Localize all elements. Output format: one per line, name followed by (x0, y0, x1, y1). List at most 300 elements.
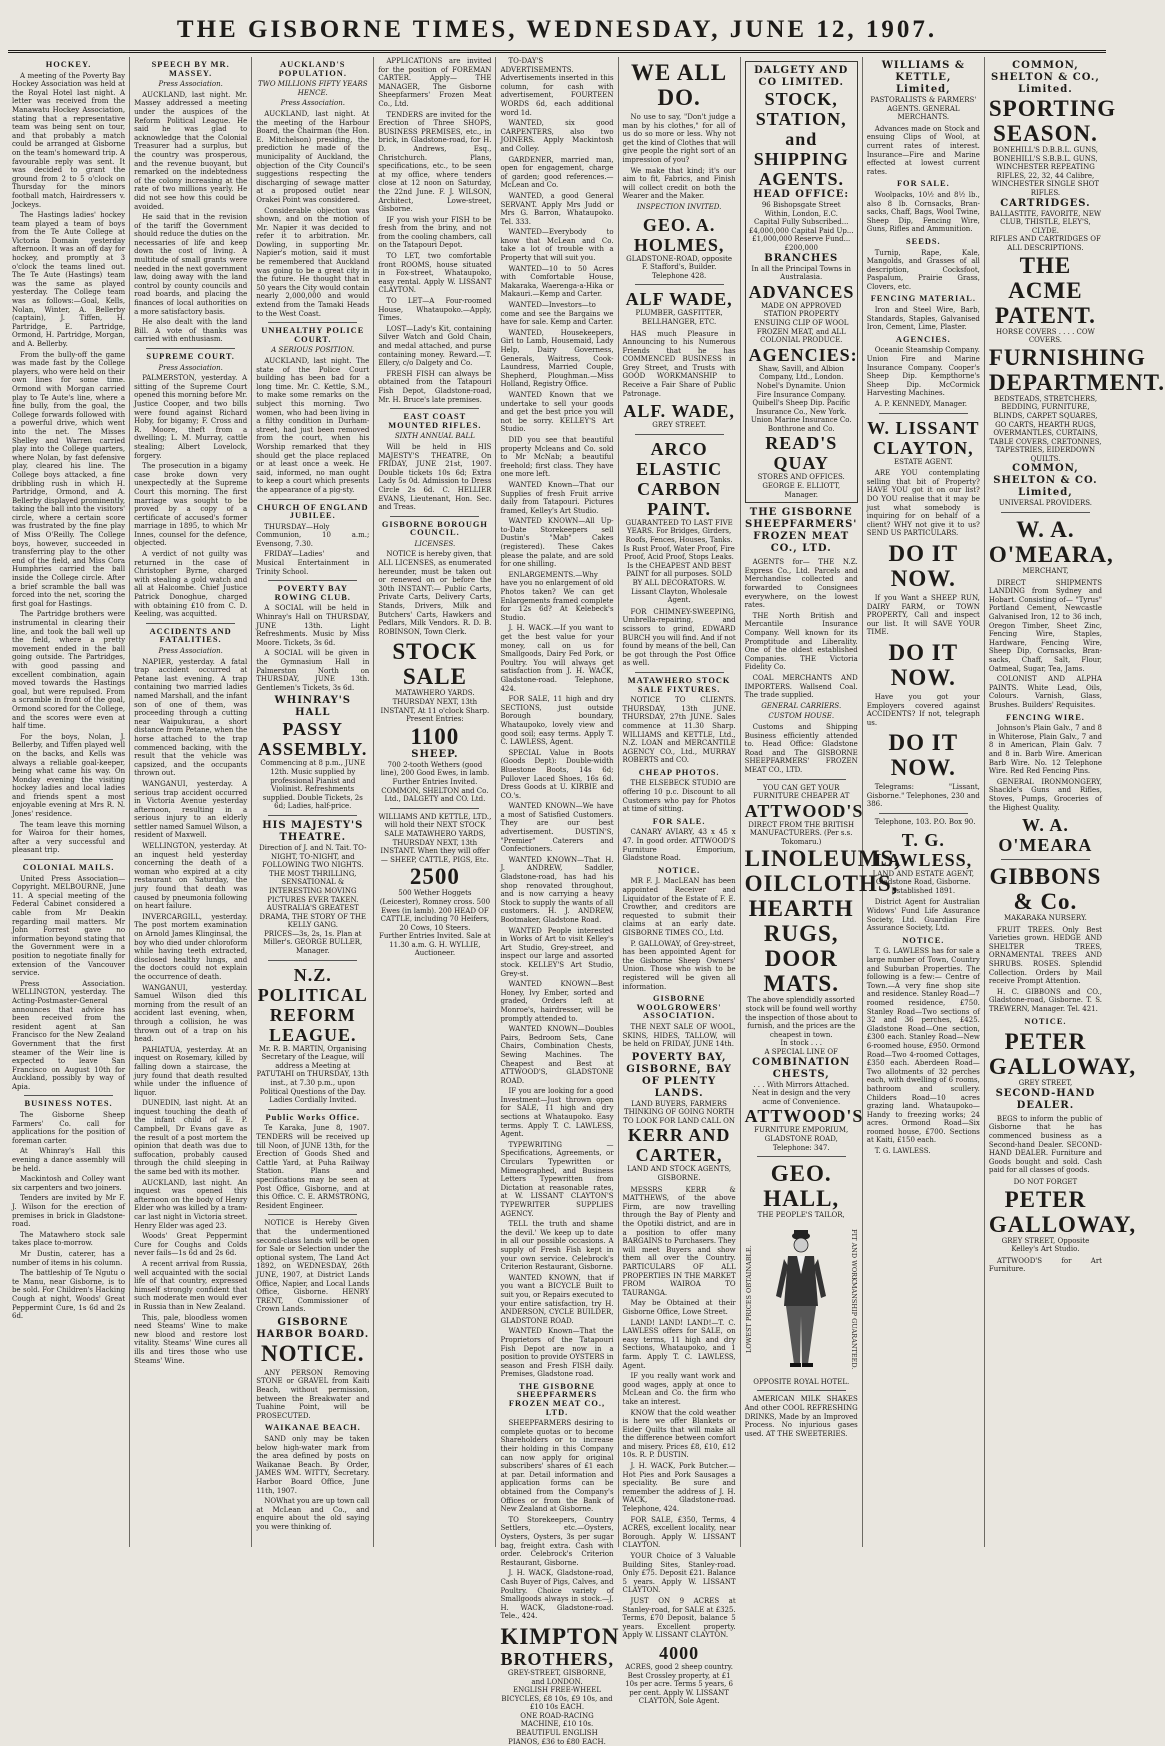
classified-ad: LOST—Lady's Kit, containing Silver Watch and Gold Chain, and medal attached, and purse containing money. Reward.—T. Ellery, c/o Dalgety and Co. (378, 324, 492, 368)
article-paragraph: WANGANUI, yesterday. Samuel Wilson died this morning from the result of an accident last evening, when, through a collision, he was thrown out of a trap on his head. (134, 983, 248, 1044)
ad-headline: GEO. A. HOLMES, (633, 214, 725, 255)
ad-body: ENGLISH FREE-WHEEL BICYCLES, £8 10s, £9 10s, and £10 10s EACH. (501, 1686, 613, 1712)
classified-ad: WANTED Known that we undertake to sell your goods and get the best price you will not be sorry. KELLEY'S Art Studio. (500, 390, 614, 434)
agencies-heading: AGENCIES. (895, 334, 951, 344)
classified-ad: J. H. WACK.—If you want to get the best value for your money, call on us for Smallgoods, Dairy Fed Pork, or Poultry. You will always get satisfaction from J. H. WACK, Gladstone-road. Telephone, 424. (500, 624, 614, 693)
article-paragraph: INVERCARGILL, yesterday. The post mortem examination on Arnold James Klinginsal, the boy who died under chloroform while having teeth extracted, disclosed healthy lungs, and the doctors could not explain the occurrence of death. (134, 912, 248, 981)
ad-subheading: CARTRIDGES. (1000, 197, 1091, 209)
for-sale-heading: FOR SALE. (896, 179, 950, 189)
divider (146, 623, 235, 624)
ad-headline: FURNISHING DEPARTMENT. (988, 344, 1165, 395)
seeds-heading: SEEDS. (906, 236, 941, 246)
classified-ad: JUST ON 9 ACRES at Stanley-road, for SALE at £325. Terms, £70 Deposit, balance 5 years. Excellent property. Apply W. LISSANT CLAYTON. (622, 1596, 736, 1640)
classified-ad: TO LET—A Four-roomed House, Whataupoko.—Apply, Times. (378, 297, 492, 323)
massey-heading: SPEECH BY MR. MASSEY. (151, 60, 230, 78)
notice-paragraph: NOTICE TO CLIENTS. THURSDAY, 13th JUNE. THURSDAY, 27th JUNE. Sales commence at 11.30 Sharp. WILLIAMS and KETTLE, Ltd., N.Z. LOAN and MERCANTILE AGENCY CO., Ltd., MURRAY ROBERTS and CO. (622, 696, 736, 765)
mounted-rifles-heading: EAST COAST MOUNTED RIFLES. (388, 412, 482, 430)
ad-body: LAND AND ESTATE AGENT, Gladstone Road, Gisborne. Established 1891. (872, 869, 974, 895)
fencing-heading: FENCING MATERIAL. (870, 294, 976, 304)
ad-body: Capital Fully Subscribed...£4,000,000 Capital Paid Up...£1,000,000 Reserve Fund...£200,000 (748, 218, 854, 252)
classified-ad: J. H. WACK, Gladstone-road, Cash Buyer of Pigs, Calves, and Poultry. Choice variety of Smallgoods always in stock.—J. H. WACK, Gladstone-road. Tele., 424. (500, 1569, 614, 1621)
divider (268, 580, 357, 581)
article-paragraph: A meeting of the Poverty Bay Hockey Association was held at the Royal Hotel last night. A letter was received from the Manawatu Hockey Association, stating that a representative team was being sent on tour, and that probably a match could be arranged at Gisborne on the team's homeward trip. A favourable reply was sent. It was decided to grant the ground from 2 to 5 o'clock on Thursday for the minors football match, Hairdressers v. Jockeys. (12, 71, 126, 209)
classified-ad: TYPEWRITING — Specifications, Agreements, or Circulars Typewritten or Mimeographed, and Business Letters Typewritten from Dictation at reasonable rates, at W. LISSANT CLAYTON'S TYPEWRITER SUPPLIES AGENCY. (500, 1140, 614, 1218)
kerr-carter-ad (623, 1052, 736, 1183)
divider (757, 779, 846, 780)
article-paragraph: Considerable objection was shown, and on the motion of Mr. Napier it was decided to refer it to arbitration. Mr. Dowling, in supporting Mr. Napier's motion, said it must be remembered that Auckland was going to be a great city in the future. He thought that in 50 years the City would contain nearly 2,000,000 and would extend from the Tamaki Heads to the West Coast. (256, 206, 370, 318)
divider (757, 1156, 846, 1157)
subheading: LICENSES. (414, 539, 456, 548)
auckland-population-heading: AUCKLAND'S POPULATION. (278, 60, 347, 78)
ad-headline: ATTWOOD'S (744, 1106, 864, 1127)
classified-ad: WANTED Known—That the Proprietors of the Tatapouri Fish Depot are now in a position to provide OYSTERS in season and Fresh FISH daily. Premises, Gladstone road. (500, 1327, 614, 1379)
ad-headline: DO IT NOW. (888, 540, 959, 591)
column-8 (863, 57, 985, 1547)
arco-paint-ad (623, 439, 736, 605)
ad-body: BALLASTITE, FAVORITE, NEW CLUB, THISTLE, ELEY'S, CLYDE. (989, 209, 1102, 235)
column-1 (8, 57, 130, 1547)
divider (268, 1214, 357, 1215)
ad-body: MATAWHERO YARDS. THURSDAY NEXT, 13th INSTANT, At 11 o'clock Sharp. Present Entries: (380, 689, 490, 724)
ad-paragraph: Johnson's Plain Galv., 7 and 8 in Whiterose, Plain Galv., 7 and 8 in American, Plain Galv. 7 and 8 in. Barb Wire. American Barb Wire. No. 12 Telephone Wire. Red Red Fencing Pins. (988, 724, 1102, 776)
ad-headline: AGENCIES: (748, 344, 858, 365)
article-paragraph: At Whinray's Hall this evening a dance assembly will be held. (12, 1147, 126, 1173)
alf-wade-ad (623, 289, 736, 326)
subheading: A SERIOUS POSITION. (271, 346, 355, 355)
article-paragraph: The prosecution in a bigamy case broke down very unexpectedly at the Supreme Court this morning. The first marriage was sought to be proved by a copy of a certificate of accused's former marriage in 1895, to which Mr Innes, counsel for the defence, objected. (134, 462, 248, 548)
article-paragraph: AUCKLAND, last night. The state of the Police Court building has been bad for a long time. Mr. C. Kettle, S.M., to make some remarks on the subject this morning. Two women, who had been living in a filthy condition in Durham-street, had just been removed from the court, when his Worship remarked that they should get the place replaced or at least once a week. He said, informed, no man ought to keep a court which presents the appearance of a pig-sty. (256, 357, 370, 494)
ad-paragraph: No use to say, "Don't judge a man by his clothes," for all of us do so more or less. Why not get the kind of Clothes that will give people the right sort of an impression of you? (622, 113, 736, 164)
column-6 (619, 57, 741, 1706)
divider (24, 1095, 113, 1096)
ad-headline: PETER GALLOWAY, (988, 1029, 1137, 1080)
ad-paragraph: HAS much Pleasure in Announcing to his Numerous Friends that he has COMMENCED BUSINESS in Grey Street, and Trusts with GOOD WORKMANSHIP to Receive a Fair Share of Public Patronage. (622, 329, 736, 398)
peter-galloway-signoff (988, 1177, 1137, 1254)
ad-body: A SPECIAL LINE OF (764, 1048, 838, 1057)
ad-body: WILLIAMS AND KETTLE, LTD., will hold their NEXT STOCK SALE MATAWHERO YARDS, THURSDAY NEXT, 13th INSTANT. When they will offer— SHEEP, CATTLE, PIGS, Etc. (378, 812, 492, 864)
classified-ad: ENLARGEMENTS.—Why have you no enlargement of old Photos taken? We can get Enlargements framed complete for 12s 6d? At Kelebeck's Studio. (500, 570, 614, 622)
ad-body: ONE ROAD-RACING MACHINE, £10 10s. (520, 1711, 594, 1729)
attwoods-ad (744, 783, 901, 1153)
hockey-heading: HOCKEY. (45, 60, 92, 69)
article-paragraph: The battleship of Te Ngutu o te Manu, near Gisborne, is to be sold. For Children's Hacking Cough at night, Woods' Great Peppermint Cure, 1s 6d and 2s 6d. (12, 1269, 126, 1321)
rowing-club-heading: POVERTY BAY ROWING CLUB. (274, 584, 351, 602)
ad-paragraph: DIRECT SHIPMENTS LANDING from Sydney and Hobart. Consisting of— "Tyrus" Portland Cement, Newcastle Galvanised Iron, 12 to 36 inch, Oregon Timber, Sheet Zinc, Fencing Wire, Staples, Hardware, Fencing Wire, Sheep Dip, Cornsacks, Bran-sacks, Chaff, Salt, Flour, Oatmeal, Sugar, Tea, Jams. (988, 578, 1102, 673)
ad-paragraph: BEGS to inform the public of Gisborne that he has commenced business as a Second-hand Dealer. SECOND-HAND DEALER. Furniture and Goods bought and sold. Cash paid for all classes of goods. (988, 1114, 1102, 1175)
ad-paragraph: ATTWOOD'S for Art Furniture. (988, 1256, 1102, 1274)
classified-ad: WANTED KNOWN—We have a most of Satisfied Customers. They are our best advertisement. DUSTIN'S, "Premier" Caterers and Confectioners. (500, 802, 614, 854)
ad-body: In stock . . . (780, 1039, 823, 1048)
ad-paragraph: AGENTS for— THE N.Z. Express Co., Ltd. Parcels and Merchandise collected and forwarded to Consignees everywhere, on the lowest rates. (744, 558, 858, 610)
notice-paragraph: MR F. J. MacLEAN has been appointed Receiver and Liquidator of the Estate of F. E. Crowther, and creditors are requested to submit their claims at an early date. GISBORNE TIMES CO., Ltd. (622, 877, 736, 937)
article-paragraph: The Gisborne Sheep Farmers' Co. call for applications for the position of foreman carter. (12, 1111, 126, 1145)
ad-headline: LINOLEUMS, OILCLOTHS, HEARTH RUGS, DOOR MATS. (744, 846, 901, 997)
ad-paragraph: May be Obtained at their Gisborne Office, Lowe Street. (622, 1299, 736, 1316)
divider (24, 859, 113, 860)
ad-headline: DO IT NOW. (888, 639, 959, 690)
frozen-meat-co-ad (745, 507, 858, 555)
ad-headline: GEO. HALL, (763, 1161, 840, 1212)
ad-number: 2500 (409, 864, 460, 890)
divider (757, 1390, 846, 1391)
ad-body: MERCHANT, (1022, 567, 1069, 576)
columns (8, 57, 1165, 1746)
article-paragraph: The Matawhero stock sale takes place to-morrow. (12, 1230, 126, 1248)
notice-paragraph: NOTICE is hereby given, that ALL LICENSES, as enumerated hereunder, must be taken out or renewed on or before the 30th INSTANT:— Public Carts, Private Carts, Delivery Carts, Stands, Drivers, Milk and Butchers' Carts, Hawkers and Pedlars, Milk Vendors. R. D. B. ROBINSON, Town Clerk. (378, 550, 492, 636)
ad-body: Further Entries Invited. Sale at 11.30 a.m. G. H. WYLLIE, Auctioneer. (379, 932, 491, 958)
ad-body: GLADSTONE-ROAD, opposite F. Stafford's, Builder. Telephone 428. (626, 254, 733, 280)
harbour-board-ad (256, 1317, 369, 1366)
borough-council-heading: GISBORNE BOROUGH COUNCIL. (381, 519, 488, 538)
ad-body: ESTATE AGENT. (894, 457, 953, 466)
column-5 (496, 57, 620, 1746)
ad-paragraph: If you Want a SHEEP RUN, DAIRY FARM, or TOWN PROPERTY, Call and inspect our list. It will SAVE YOUR TIME. (866, 593, 980, 637)
ad-heading: COMMON, SHELTON & CO., Limited. (991, 60, 1100, 95)
column-2 (130, 57, 252, 1547)
notice-paragraph: P. GALLOWAY, of Grey-street, has been appointed Agent for the Gisborne Sheep Owners' Union. Those who wish to be registered will be given all information. (622, 939, 736, 991)
divider (635, 434, 724, 435)
supreme-court-heading: SUPREME COURT. (146, 352, 235, 361)
classified-ad: GARDENER, married man, open for engagement, charge of garden; good references.—McLean and Co. (500, 155, 614, 190)
ad-heading: THE GISBORNE SHEEPFARMERS' FROZEN MEAT CO., LTD. (745, 507, 858, 555)
for-sale-heading: FOR SALE. (652, 816, 706, 826)
ad-body: GUARANTEED TO LAST FIVE YEARS. For Bridges, Girders, Roofs, Fences, Houses, Tanks. Is Rust Proof, Water Proof, Fire Proof, Acid Proof, Stops Leaks. Is the CHEAPEST AND BEST PAINT for all purposes. SOLD BY ALL DECORATORS. W. Lissant Clayton, Wholesale Agent. (623, 518, 735, 605)
ad-body: LAND AND STOCK AGENTS, GISBORNE. (627, 1165, 732, 1183)
divider (268, 960, 357, 961)
ad-paragraph: Iron and Steel Wire, Barb, Standards, Staples, Galvanised Iron, Cement, Lime, Plaster. (866, 306, 980, 332)
classified-ad: WANTED, six good CARPENTERS, also two JOINERS. Apply Mackintosh and Colley. (500, 119, 614, 153)
ad-headline: ATTWOOD'S (744, 800, 864, 821)
classified-ad: WANTED KNOWN—All Up-to-Date Storekeepers sell Dustin's "Mab" Cakes (registered). These Cakes please the palate, and are sold for one shilling. (500, 517, 614, 569)
ad-paragraph: AMERICAN MILK SHAKES And other COOL REFRESHING DRINKS, Made by an Improved Process. No injurious gases used. AT THE SWEETERIES. (744, 1395, 858, 1438)
notice-heading: NOTICE. (902, 935, 945, 945)
notice-paragraph: SAND only may be taken below high-water mark from the area defined by posts on Waikanae Beach. By Order, JAMES WM. WITTY, Secretary. Harbor Board Office, June 11th, 1907. (256, 1435, 370, 1495)
classified-ad: TENDERS are invited for the Erection of Three SHOPS, BUSINESS PREMISES, etc., in brick, in Gladstone-road, for H. D. Andrews, Esq., Christchurch. Plans, specifications, etc., to be seen at my office, where tenders close at 12 noon on Saturday, the 22nd June. F. J. WILSON, Architect, Lowe-street, Gisborne. (378, 110, 492, 214)
ad-paragraph: Turnip, Rape, Kale, Mangolds, and Grasses of all description, Cocksfoot, Paspalum, Prairie Grass, Clovers, etc. (866, 248, 980, 291)
williams-kettle-ad (867, 60, 980, 122)
ad-paragraph: Woolpacks, 10½ and 8½ lb., also 8 lb. Cornsacks, Bran-sacks, Chaff, Bags, Wool Twine, Sheep Dip, Fencing Wire, Guns, Rifles and Ammunition. (866, 190, 980, 234)
ad-body: GREY STREET. (652, 421, 706, 430)
cheap-photos-heading: CHEAP PHOTOS. (638, 767, 720, 777)
classified-ad: SHEEPFARMERS desiring to complete quotas or to become Shareholders or to increase their holding in this Company can now apply for original subscribers' shares of £1 each at par. Detail information and application forms can be obtained from the Company's Offices or from the Bank of New Zealand at Gisborne. (500, 1419, 614, 1514)
subheading: GENERAL CARRIERS. (761, 701, 842, 710)
divider (879, 813, 968, 814)
article-paragraph: AUCKLAND, last night. An inquest was opened this afternoon on the body of Henry Elder who was killed by a tram-car last night in Victoria street. Henry Elder was aged 23. (134, 1178, 248, 1230)
ad-paragraph: COAL MERCHANTS AND IMPORTERS. Wallsend Coal. The trade supplied. (744, 673, 858, 700)
ad-headline: W. A. O'MEARA (998, 815, 1093, 856)
notice-heading: NOTICE. (1024, 1016, 1067, 1026)
article-paragraph: For the boys, Nolan, J. Bellerby, and Tiffen played well on the backs, and Kells was always a reliable goal-keeper, being what came his way. On Monday evening the visiting hockey ladies and local ladies and friends spent a most enjoyable evening at Mrs R. N. Jones' residence. (12, 732, 126, 819)
article-paragraph: He also dealt with the land Bill. A vote of thanks was carried with enthusiasm. (134, 318, 248, 344)
notice-paragraph: THE NEXT SALE OF WOOL, SKINS, HIDES, TALLOW, will be held on FRIDAY, JUNE 14th. (622, 1022, 736, 1049)
ad-paragraph: H. C. GIBBONS and CO., Gladstone-road, Gisborne. T. S. TREWERN, Manager. Tel. 421. (988, 987, 1102, 1014)
article-paragraph: From the bully-off the game was made fast by the College players, who were held on their own lines for some time. Ormond with Morgan carried play to Te Aute's line, where a fine bully, from the goal, the College forwards followed with a powerful drive, which went into the net. The Misses Shelley and Warren carried play into the College quarters, where Nolan, by fast defensive play, cleared his line. The College boys attacked, a fine dribbling rush in which H. Partridge, Ormond, and A. Bellerby displayed prominently, taking the ball into the visitors' circle, where a certain score was frustrated by the fine play of Miss O'Reilly. The College boys, however, succeeded in transferring play to the other end of the field, and Miss Cora Humphries carried the ball inside the College circle. After a brief scramble the ball was forced into the net, scoring the first goal for Hastings. (12, 350, 126, 608)
business-notes-heading: BUSINESS NOTES. (24, 1099, 113, 1109)
sheepfarmers-heading: THE GISBORNE SHEEPFARMERS FROZEN MEAT CO., LTD. (508, 1381, 606, 1417)
peter-galloway-ad (988, 1029, 1137, 1112)
classified-ad: WANTED—Everybody to know that McLean and Co. take a lot of trouble with a Property that will suit you. (500, 228, 614, 263)
ad-paragraph: T. G. LAWLESS. (874, 1147, 931, 1156)
divider (268, 322, 357, 323)
byline: Press Association. (158, 80, 223, 89)
common-shelton-ad (988, 60, 1165, 508)
classified-ad: J. H. WACK, Pork Butcher.—Hot Pies and Pork Sausages a speciality. Be sure and remember the address of J. H. WACK, Gladstone-road. Telephone, 424. (622, 1462, 736, 1514)
byline: Press Association. (280, 99, 345, 108)
ad-paragraph: T. G. LAWLESS has for sale a large number of Town, Country and Suburban Properties. The following is a few:— Centre of Town.—A very fine shop site and residence. Stanley Road—7 roomed residence, £750. Stanley Road—Two sections of 32 and 36 perches, £425. Gladstone Road—One section, £300 each. Stanley Road—New 6-roomed house, £950. Ormond Road—Two 4-roomed Cottages, £350 each. Aberdeen Road—Two allotments of 32 perches each, with dwelling of 6 rooms, bathroom and scullery. Childers Road—10 acres grazing land. Whataupoko—Handy to freezing works; 24 acres. Ormond Road—Six roomed house, £700. Sections at Kaiti, £150 each. (866, 947, 980, 1145)
ad-paragraph: Telephone, 103. P.O. Box 90. (874, 818, 976, 827)
notice-paragraph: A SOCIAL will be given in the Gymnasium Hall in Palmerston North on THURSDAY, JUNE 13th. Gentlemen's Tickets, 3s 6d. (256, 649, 370, 692)
ad-paragraph: Oceanic Steamship Company. Union Fire and Marine Insurance Company. Cooper's Sheep Dip. Kempthorne's Sheep Dip. McCormick Harvesting Machines. (866, 346, 980, 398)
article-paragraph: This, pale, bloodless women need Steams' Wine to make new blood and restore lost vitality. Steams' Wine cures all ills and tires those who use Steams' Wine. (134, 1313, 248, 1365)
figure-row (745, 1220, 858, 1378)
divider (390, 808, 479, 809)
ad-body: GREY STREET, (1018, 1079, 1073, 1088)
classified-ad: YOUR Choice of 3 Valuable Building Sites, Stanley-road. Only £75. Deposit £21. Balance 5 years. Apply W. LISSANT CLAYTON. (622, 1552, 736, 1595)
ad-headline: NOTICE. (261, 1340, 365, 1366)
divider (268, 1109, 357, 1110)
ad-body: MADE ON APPROVED STATION PROPERTY ENSUING CLIP OF WOOL FROZEN MEAT, and ALL COLONIAL PRODUCE. (753, 301, 849, 345)
accidents-heading: ACCIDENTS AND FATALITIES. (149, 626, 232, 645)
dalgety-ad (745, 61, 858, 503)
ad-body: BEDSTEADS, STRETCHERS, BEDDING, FURNITURE, BLINDS, CARPET SQUARES, GO CARTS, HEARTH RUGS, OVERMANTLES, CURTAINS, TABLE COVERS, CRETONNES, TAPESTRIES, EIDERDOWN QUILTS. (989, 394, 1102, 463)
subheading: TWO MILLIONS FIFTY YEARS HENCE. (257, 80, 368, 97)
ad-body: HORSE COVERS . . . . COW COVERS. (996, 327, 1095, 345)
ad-body: STORES AND OFFICES. GEORGE E. ELLIOTT, Manager. (757, 473, 845, 499)
ad-headline: W. A. O'MEARA, (988, 517, 1114, 568)
his-majestys-theatre-ad (256, 820, 369, 956)
ad-body: UNIVERSAL PROVIDERS. (998, 499, 1092, 508)
divider (1001, 512, 1090, 513)
article-paragraph: Tenders are invited by Mr F. J. Wilson for the erection of premises in brick in Gladstone-road. (12, 1194, 126, 1229)
ad-body: PLUMBER, GASFITTER, BELLHANGER, ETC. (635, 309, 723, 326)
colonial-mails-heading: COLONIAL MAILS. (22, 863, 115, 873)
classified-ad: SPECIAL Value in Boots (Goods Dept): Double-width Bluestone Boots, 14s 6d; Pullover Laced Shoes, 16s 6d. Dress Goods at U. KIRBIE and CO.'s. (500, 748, 614, 800)
divider (635, 284, 724, 285)
article-paragraph: NAPIER, yesterday. A fatal trap accident occurred at Petane last evening. A trap containing two married ladies named Marshall, and the infant son of one of them, was proceeding through a cutting near Waipukurau, a short distance from Petane, when the horse attached to the trap commenced backing, with the result that the vehicle was capsized, and the occupants thrown out. (134, 657, 248, 778)
acres-ad (623, 1643, 736, 1706)
classified-ad: TO Storekeepers, Country Settlers, etc.—Oysters, Oysters, Oysters, 3s per sugar bag, freight extra. Cash with order. Celebrock's Criterion Restaurant, Gisborne. (500, 1515, 614, 1567)
byline: Press Association. (158, 363, 223, 372)
classified-ad: DID you see that beautiful property Mcleans and Co. sold to Mr McNab; a beautiful freehold; first class. They have one more left. (500, 435, 614, 479)
vertical-caption: LOWEST PRICES OBTAINABLE. (744, 1244, 753, 1353)
classified-ad: WANTED, Housekeepers, Girl to Lamb, Housemaid, Lady Help, Dairy Governess, Generals, Waitress, Cook-Laundress, Married Couple, Shepherd, Ploughman.—Miss Holland, Registry Office. (500, 328, 614, 389)
do-it-now-banner (867, 541, 980, 591)
ad-paragraph: MESSRS KERR & MATTHEWS, of the above Firm, are now travelling through the Bay of Plenty and the Opotiki district, and are in a position to offer many BARGAINS to Purchasers. They will meet Buyers and show them all over the Country. PARTICULARS OF ALL PROPERTIES IN THE MARKET FROM WAIROA TO TAURANGA. (622, 1185, 736, 1297)
classified-ad: APPLICATIONS are invited for the position of FOREMAN CARTER. Apply— THE MANAGER, The Gisborne Sheepfarmers' Frozen Meat Co., Ltd. (378, 57, 492, 108)
ad-body: Shaw, Savill, and Albion Company, Ltd., London. Nobel's Dynamite. Union Fire Insurance Company. Quibell's Sheep Dip. Pacific Insurance Co., New York. Union Marine Insurance Co. Bonthrone and Co. (750, 364, 852, 433)
ad-paragraph: We make that kind; it's our aim to fit, Fabrics, and Finish will collect credit on both the Wearer and the Maker. (622, 166, 736, 201)
notice-paragraph: NOWhat you are up town call at McLean and Co., and enquire about the old saying you were thinking of. (256, 1497, 370, 1531)
waikanae-heading: WAIKANAE BEACH. (264, 1423, 361, 1433)
ad-paragraph: FRUIT TREES. Only Best Varieties grown. HEDGE AND SHELTER TREES, ORNAMENTAL TREES AND SHRUBS. ROSES. Splendid Collection. Orders by Mail receive Prompt Attention. (988, 925, 1102, 986)
ad-body: 700 2-tooth Wethers (good line), 200 Good Ewes, in lamb. Further Entries Invited. COMMON, SHELTON and Co. Ltd., DALGETY and CO. Ltd. (380, 760, 490, 804)
ad-heading: COMMON, SHELTON & CO. Limited, (993, 463, 1098, 499)
ad-body: RIFLES AND CARTRIDGES OF ALL DESCRIPTIONS. (989, 235, 1101, 252)
notice-heading: NOTICE. (658, 865, 701, 875)
column-3 (252, 57, 374, 1547)
ad-body: FURNITURE EMPORIUM, GLADSTONE ROAD, Telephone: 347. (754, 1126, 849, 1152)
ad-headline: SPORTING SEASON. (988, 96, 1117, 146)
ad-paragraph: Telegrams: "Lissant, Gisborne." Telephones, 230 and 386. (866, 783, 980, 809)
ad-headline: KIMPTON (500, 1623, 620, 1649)
divider (635, 672, 724, 673)
ad-heading: DALGETY AND CO LIMITED. (754, 65, 849, 88)
column-4 (374, 57, 496, 1547)
classified-ad: KNOW that the cold weather is here we offer Blankets or Eider Quilts that will make all the difference between comfort and misery. Prices £8, £10, £12 10s. R. P. DUSTIN. (622, 1408, 736, 1460)
do-it-now-banner (867, 640, 980, 690)
ad-body: BEAUTIFUL ENGLISH PIANOS, £36 to £80 EACH. (508, 1729, 606, 1746)
article-paragraph: He said that in the revision of the tariff the Government should reduce the duties on the necessaries of life and keep down the cost of living. A multitude of small grants were needed in the next government law, doing away with the land control by county councils and road boards, and placing the finances of local authorities on a more satisfactory basis. (134, 213, 248, 316)
classified-ad: FRESH FISH can always be obtained from the Tatapouri Fish Depot, Gladstone-road, Mr. H. Bruce's late premises. (378, 369, 492, 404)
notice-paragraph: THE ELSEBECK STUDIO are offering 10 p.c. Discount to all Customers who pay for Photos at time of sitting. (622, 779, 736, 814)
church-jubilee-heading: CHURCH OF ENGLAND JUBILEE. (256, 502, 369, 521)
ad-body: DO NOT FORGET (1013, 1177, 1078, 1186)
fencing-wire-heading: FENCING WIRE. (1005, 712, 1085, 722)
divider (390, 516, 479, 517)
ad-heading: POVERTY BAY, GISBORNE, BAY OF PLENTY LANDS. (626, 1051, 732, 1099)
ad-headline: W. LISSANT CLAYTON, (867, 417, 980, 458)
ad-headline: DO IT NOW. (888, 730, 959, 781)
subheading: SIXTH ANNUAL BALL (394, 432, 475, 441)
article-paragraph: The Hastings ladies' hockey team played a team of boys from the Te Aute College at Victoria Domain yesterday afternoon. It was an off day for hockey, and promptly at 3 o'clock the teams lined out. The Te Aute (Hastings) team was the same as played yesterday. The College team was as follows:—Goal, Kells, Nolan, Winter, A. Bellerby (captain), J. Tiffen, H. Partridge, E. Partridge, Ormond, H. Partridge, Morgan, and A. Bellerby. (12, 211, 126, 348)
stock-sale-ad (378, 639, 491, 803)
classified-ad: WANTED, a good General SERVANT. Apply Mrs Judd or Mrs G. Barron, Whataupoko. Tel. 333. (500, 191, 614, 226)
classified-ad: WANTED People interested in Works of Art to visit Kelley's Art Studio, Grey-street, and inspect our large and assorted stock. KELLEY'S Art Studio, Grey-st. (500, 926, 614, 978)
classified-ad: IF you are looking for a good Investment—Just thrown open for SALE, 11 high and dry sections at Whataupoko. Easy terms. Apply T. C. LAWLESS, Agent. (500, 1087, 614, 1139)
ad-paragraph: GENERAL IRONMONGERY, Shackle's Guns and Rifles, Stoves, Pumps, Groceries of the Highest Quality. (988, 777, 1102, 812)
ad-headline: N.Z. POLITICAL REFORM LEAGUE. (257, 964, 368, 1045)
ad-heading: HIS MAJESTY'S THEATRE. (262, 819, 364, 843)
police-court-heading: UNHEALTHY POLICE COURT. (261, 326, 365, 344)
ad-paragraph: THE North British and Mercantile Insurance Company. Well known for its Promptitude and Liberality. One of the oldest established Companies. THE Victoria Fidelity Co. (744, 611, 858, 672)
ad-headline: ARCO ELASTIC CARBON PAINT. (636, 438, 723, 519)
article-paragraph: Mackintosh and Colley want six carpenters and two joiners. (12, 1175, 126, 1192)
ad-subheading: BRANCHES (764, 252, 839, 264)
article-paragraph: The team leave this morning for Wairoa for their homes, after a very successful and pleasant trip. (12, 820, 126, 855)
ad-paragraph: COLONIST AND ALPHA PAINTS. White Lead, Oils, Colours. Varnish, Glass, Brushes. Builders' Requisites. (988, 675, 1102, 709)
notice-paragraph: Will be held in HIS MAJESTY'S THEATRE, On FRIDAY, JUNE 21st, 1907. Double tickets 10s 6d; Extra Lady 5s 0d. Admission to Dress Circle 2s 6d. C. HELLIER EVANS, Lieutenant, Hon. Sec. and Treas. (378, 442, 492, 512)
notice-paragraph: THURSDAY—Holy Communion, 10 a.m.; Evensong, 7.30. (256, 522, 370, 548)
ad-headline: PASSY ASSEMBLY. (258, 719, 368, 760)
notice-paragraph: ANY PERSON Removing STONE or GRAVEL from Kaiti Beach, without permission, between the Breakwater and Tuahine Point, will be PROSECUTED. (256, 1368, 370, 1420)
reform-league-ad (256, 965, 369, 1105)
article-paragraph: Press Association. WELLINGTON, yesterday. The Acting-Postmaster-General announces that advice has been received from the resident agent at San Francisco for the New Zealand Government that the first steamer of the Weir line is expected to leave San Francisco on August 10th for Auckland, possibly by way of Apia. (12, 979, 126, 1091)
ad-headline: ADVANCES (748, 281, 855, 302)
ad-paragraph: Advances made on Stock and ensuing Clips of Wool, at current rates of interest. Insurance—Fire and Marine effected at lowest current rates. (866, 124, 980, 176)
classified-ad: WANTED—Investors—to come and see the Bargains we have for sale. Kemp and Carter. (500, 301, 614, 327)
article-paragraph: AUCKLAND, last night. Mr. Massey addressed a meeting under the auspices of the Reform Political League. He said he was glad to acknowledge that the Colonial Treasurer had a surplus, but the country was prosperous, and the revenue buoyant, but remarked on the indebtedness of the colony increasing at the rate of two millions yearly. He did not see how this could be avoided. (134, 90, 248, 211)
geo-hall-ad (745, 1161, 858, 1386)
ad-body: GREY-STREET, GISBORNE, and LONDON. (507, 1668, 607, 1686)
holmes-ad (623, 215, 736, 281)
ad-number: 1100 (410, 723, 460, 749)
divider (268, 815, 357, 816)
divider (146, 348, 235, 349)
ad-subheading: SHEEP. (411, 748, 459, 760)
article-paragraph: AUCKLAND, last night. At the meeting of the Harbour Board, the Chairman (the Hon. E. Mitchelson) presiding, the prediction he made of the municipality of Auckland, the objection of the City Council's suggestions respecting the discharging of sewage matter at a proposed outlet near Orakei Point was considered. (256, 109, 370, 204)
classified-ad: WANTED KNOWN—That H. J. ANDREW, Saddler, Gladstone-road, has had his shop renovated throughout, and is now carrying a heavy Stock to supply the wants of all customers. H. J. ANDREW, Bootmaker, Gladstone Road. (500, 855, 614, 924)
classified-ad: WANTED Known—That our Supplies of fresh Fruit arrive daily from Tatapouri. Pictures framed, Kelley's Art Studio. (500, 480, 614, 515)
classified-ad: IF you really want work and good wages, apply at once to McLean and Co. the firm who take an interest. (622, 1372, 736, 1406)
gentleman-figure-icon (766, 1226, 836, 1371)
kimpton-brothers-ad (500, 1623, 620, 1746)
ad-body: . . . With Mirrors Attached. (753, 1080, 850, 1089)
tailor-figure-image (753, 1224, 849, 1374)
article-paragraph: A verdict of not guilty was returned in the case of Christopher Byrne, charged with stealing a gold watch and all at Halcombe. Chief Justice Patrick Donoghue, charged with obtaining £10 from C. D. Keeling, was acquitted. (134, 550, 248, 619)
divider (390, 408, 479, 409)
ad-paragraph: District Agent for Australian Widows' Fund Life Assurance Society, Ltd. Guardian Fire Assurance Society, Ltd. (866, 898, 980, 933)
ad-subheading: SECOND-HAND DEALER. (995, 1087, 1096, 1111)
vertical-caption: FIT AND WORKMANSHIP GUARANTEED. (849, 1228, 858, 1369)
ad-paragraph: FOR CHIMNEY-SWEEPING, Umbrella-repairing, and scissors to grind, EDWARD BURCH you will find. And if not found by means of the bell, Can be got through the Post Office as well. (622, 607, 736, 668)
ad-body: 500 Wether Hoggets (Leicester), Romney cross. 500 Ewes (in lamb). 200 HEAD OF CATTLE, including 70 Heifers, 20 Cows, 10 Steers. (379, 889, 491, 932)
ad-heading: GISBORNE HARBOR BOARD. (256, 1316, 370, 1340)
classified-ad: WANTED—10 to 50 Acres with Comfortable House, Makaraka, Waerenga-a-Hika or Makauri.—Kemp and Carter. (500, 264, 614, 299)
ad-headline: ALF WADE, (625, 289, 733, 310)
notice-paragraph: A SOCIAL will be held in Whinray's Hall on THURSDAY, JUNE 13th. Light Refreshments. Music by Miss Moore. Tickets, 3s 6d. (256, 604, 370, 647)
article-paragraph: A recent arrival from Russia, well acquainted with the social life of that country, expressed himself strongly confident that such moderate men would ever in Russia than in New Zealand. (134, 1259, 248, 1311)
omeara-signoff (989, 815, 1102, 855)
notice-paragraph: FRIDAY—Ladies' and Musical Entertainment in Trinity School. (256, 550, 370, 576)
ad-paragraph: A. P. KENNEDY, Manager. (874, 400, 967, 408)
classified-ad: TO-DAY'S ADVERTISEMENTS. Advertisements inserted in this column, for cash with advertisement, FOURTEEN WORDS 6d, each additional word 1d. (500, 57, 614, 117)
article-paragraph: DUNEDIN, last night. At an inquest touching the death of the infant child of E. P. Campbell, Dr Evans gave as the result of a post mortem the opinion that death was due to suffocation, probably caused through the child sleeping in the same bed with its mother. (134, 1099, 248, 1177)
classified-ad: WANTED KNOWN—Doubles Pairs, Bedroom Sets, Cane Chairs, Combination Chests, Sewing Machines. The Cheapest and Best at ATTWOOD'S, GLADSTONE ROAD. (500, 1025, 614, 1085)
article-paragraph: PALMERSTON, yesterday. A sitting of the Supreme Court opened this morning before Mr. Justice Cooper, and two bills were found against Richard Hoby, for bigamy; F. Cross and R. Moore, theft from a dwelling; L. M. Murray, cattle stealing; Albert Lovelock, forgery. (134, 374, 248, 460)
article-paragraph: Mr Dustin, caterer, has a number of items in his column. (12, 1249, 126, 1267)
alf-wade-signoff (623, 401, 736, 430)
ad-body: THE PEOPLE'S TAILOR, (757, 1211, 845, 1220)
ad-body: 96 Bishopsgate Street Within, London, E.C. (761, 201, 841, 218)
column-7 (741, 57, 901, 1547)
ad-body: In all the Principal Towns in Australasia. (751, 264, 851, 282)
classified-ad: FOR SALE, £350, Terms, 4 ACRES, excellent locality, near Borough. Apply W. LISSANT CLAYTON. (622, 1515, 736, 1550)
ad-subheadline: BROTHERS, (500, 1648, 614, 1669)
notice-paragraph: CANARY AVIARY, 43 x 45 x 47. In good order. ATTWOOD'S Furniture Emporium, Gladstone Road. (622, 828, 736, 863)
article-paragraph: WANGANUI, yesterday. A serious trap accident occurred in Victoria Avenue yesterday afternoon, resulting in a serious injury to an elderly settler named Samuel Wilson, a resident of Maxwell. (134, 779, 248, 840)
column-9 (985, 57, 1165, 1547)
lawless-ad (867, 830, 980, 896)
omeara-ad (988, 517, 1114, 576)
ad-headline: STOCK, STATION, and SHIPPING AGENTS. (753, 89, 849, 189)
ad-body: GREY STREET, Opposite Kelley's Art Studio. (1001, 1236, 1090, 1254)
notice-paragraph: Te Karaka, June 8, 1907. TENDERS will be received up till Noon, of JUNE 13th, for the Erection of Goods Shed and Cattle Yard, at Puha Railway Station. Plans and specifications may be seen at Post Office, Gisborne, and at this Office. C. E. ARMSTRONG, Resident Engineer. (256, 1124, 370, 1210)
article-paragraph: The Partridge brothers were instrumental in clearing their line, and took the ball well up the field, where a pretty movement ended in the ball going outside. The Partridges, with good passing and excellent combination, again moved towards the Hastings goal, but were repulsed. From a scramble in front of the goal, Ormond scored for the College, and the scores were even at half time. (12, 610, 126, 731)
ad-headline: STOCK SALE (392, 639, 478, 690)
classified-ad: TO LET, two comfortable front ROOMS, house situated in Fox-street, Whataupoko, easy rental. Apply W. LISSANT CLAYTON. (378, 252, 492, 295)
ad-body: OPPOSITE ROYAL HOTEL. (753, 1377, 850, 1386)
ad-body: YOU CAN GET YOUR FURNITURE CHEAPER AT (753, 783, 850, 801)
classified-ad: IF you wish your FISH to be fresh from the briny, and not from the cooling chambers, call on the Tatapouri Depot. (378, 215, 492, 250)
divider (879, 413, 968, 414)
ad-body: Mr. R. B. MARTIN, Organising Secretary of the League, will address a Meeting at PATUTAHI on THURSDAY, 13th inst., at 7.30 p.m., upon Political Questions of the Day. Ladies Cordially Invited. (256, 1044, 369, 1105)
ad-body: The above splendidly assorted stock will be found well worthy the inspection of those about to furnish, and the prices are the cheapest in town. (744, 996, 858, 1039)
williams-kettle-sale-ad (378, 813, 491, 958)
lissant-clayton-ad (867, 418, 980, 467)
classified-ad: WANTED KNOWN—Best Honey, Ivy Ember, sorted and graded, Orders left at Monroe's, hairdresser, will be promptly attended to. (500, 980, 614, 1023)
classified-ad: TELL the truth and shame the devil.' We keep up to date in all our possible occasions. A supply of Fresh Fish kept in your own service. Celebrock's Criterion Restaurant, Gisborne. (500, 1220, 614, 1272)
ad-body: Commencing at 8 p.m., JUNE 12th. Music supplied by professional Pianist and Violinist. Refreshments supplied. Double Tickets, 2s 6d; Ladies, half-price. (260, 759, 366, 811)
subheading: INSPECTION INVITED. (636, 202, 722, 211)
ad-paragraph: ARE YOU contemplating selling that bit of Property? HAVE YOU got it on our list? DO YOU realise that it may be just what somebody is inquiring for on behalf of a client? WHY not give it to us? SEND US PARTICULARS. (866, 469, 980, 538)
ad-paragraph: Have you got your Employers covered against ACCIDENTS? If not, telegraph us. (866, 692, 980, 727)
divider (1001, 859, 1090, 860)
subheading: CUSTOM HOUSE. (768, 712, 835, 721)
ad-body: PASTORALISTS & FARMERS' AGENTS. GENERAL MERCHANTS. (870, 96, 977, 122)
ad-body: LAND BUYERS, FARMERS THINKING OF GOING NORTH TO LOOK FOR LAND CALL ON (623, 1099, 735, 1125)
article-paragraph: United Press Association—Copyright. MELBOURNE, June 11. A special meeting of the Federal Cabinet considered a cable from Mr Deakin regarding mail matters. Mr John Forrest gave no information beyond stating that the Government were in a position to negotiate finally for extension of the Vancouver service. (12, 874, 126, 978)
ad-body: MAKARAKA NURSERY. (1003, 914, 1087, 923)
